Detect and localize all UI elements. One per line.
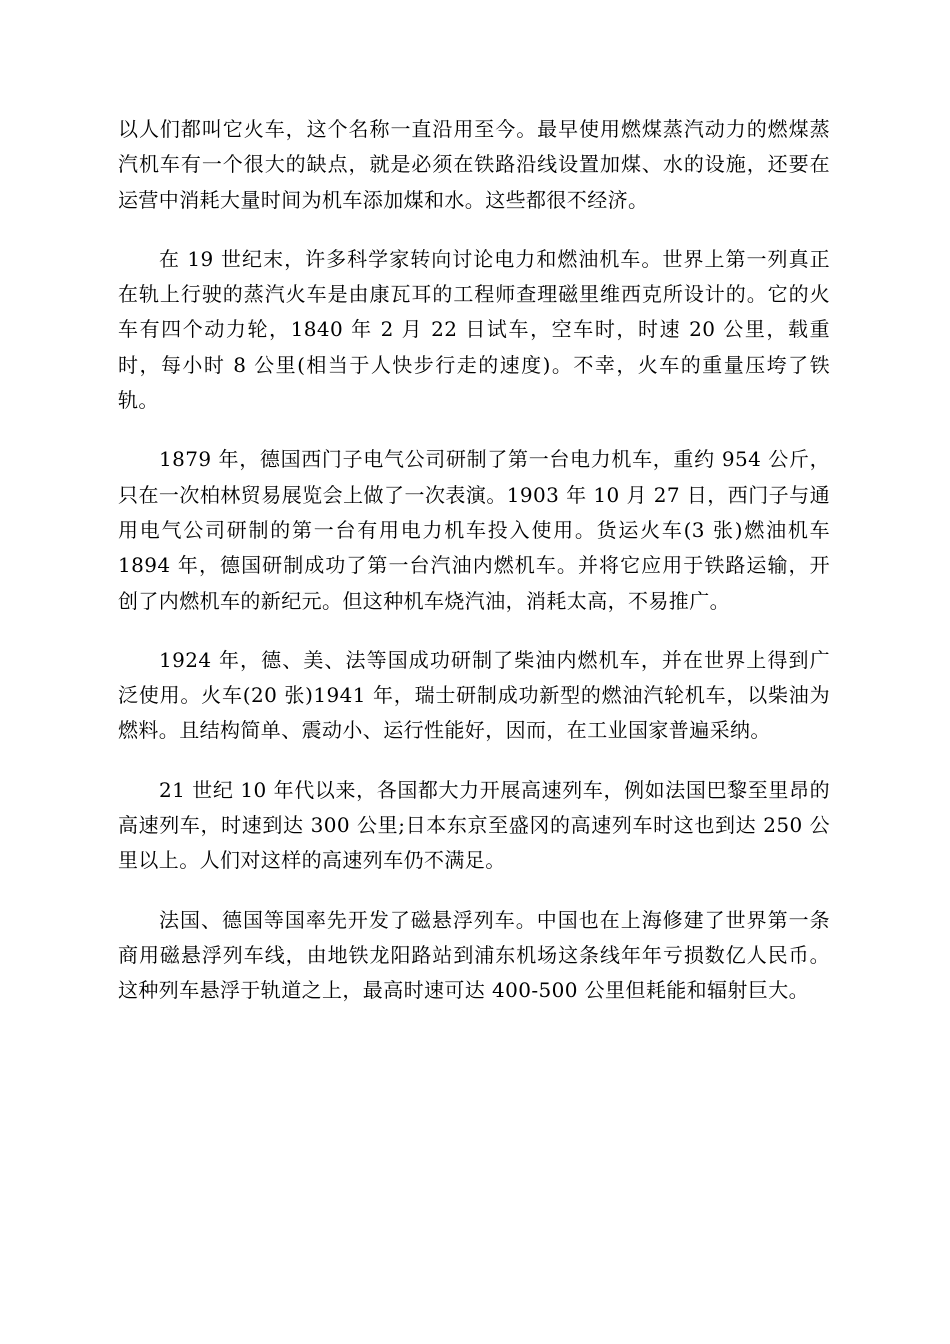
paragraph-continuation: 以人们都叫它火车，这个名称一直沿用至今。最早使用燃煤蒸汽动力的燃煤蒸汽机车有一个很大的缺点，就是必须在铁路沿线设置加煤、水的设施，还要在运营中消耗大量时间为机车添加煤和水。这些都很不经济。 [118,117,830,212]
paragraph-electric-and-oil-locomotives: 在 19 世纪末，许多科学家转向讨论电力和燃油机车。世界上第一列真正在轨上行驶的蒸汽火车是由康瓦耳的工程师查理磁里维西克所设计的。它的火车有四个动力轮，1840 年 2 月 22 日试车，空车时，时速 20 公里，载重时，每小时 8 公里(相当于人快步行走的速度)。不幸，火车的重量压垮了铁轨。 [118,246,830,413]
paragraph-diesel-locomotive-1924: 1924 年，德、美、法等国成功研制了柴油内燃机车，并在世界上得到广泛使用。火车(20 张)1941 年，瑞士研制成功新型的燃油汽轮机车，以柴油为燃料。且结构简单、震动小、运行性能好，因而，在工业国家普遍采纳。 [118,647,830,743]
paragraph-electric-locomotive-1879: 1879 年，德国西门子电气公司研制了第一台电力机车，重约 954 公斤，只在一次柏林贸易展览会上做了一次表演。1903 年 10 月 27 日，西门子与通用电气公司研制的第一台有用电力机车投入使用。货运火车(3 张)燃油机车 1894 年，德国研制成功了第一台汽油内燃机车。并将它应用于铁路运输，开创了内燃机车的新纪元。但这种机车烧汽油，消耗太高，不易推广。 [118,447,830,613]
paragraph-high-speed-trains: 21 世纪 10 年代以来，各国都大力开展高速列车，例如法国巴黎至里昂的高速列车，时速到达 300 公里;日本东京至盛冈的高速列车时这也到达 250 公里以上。人们对这样的高速列车仍不满足。 [118,777,830,873]
document-body [118,112,830,1033]
paragraph-maglev-trains: 法国、德国等国率先开发了磁悬浮列车。中国也在上海修建了世界第一条商用磁悬浮列车线，由地铁龙阳路站到浦东机场这条线年年亏损数亿人民币。这种列车悬浮于轨道之上，最高时速可达 400-500 公里但耗能和辐射巨大。 [118,907,830,1003]
